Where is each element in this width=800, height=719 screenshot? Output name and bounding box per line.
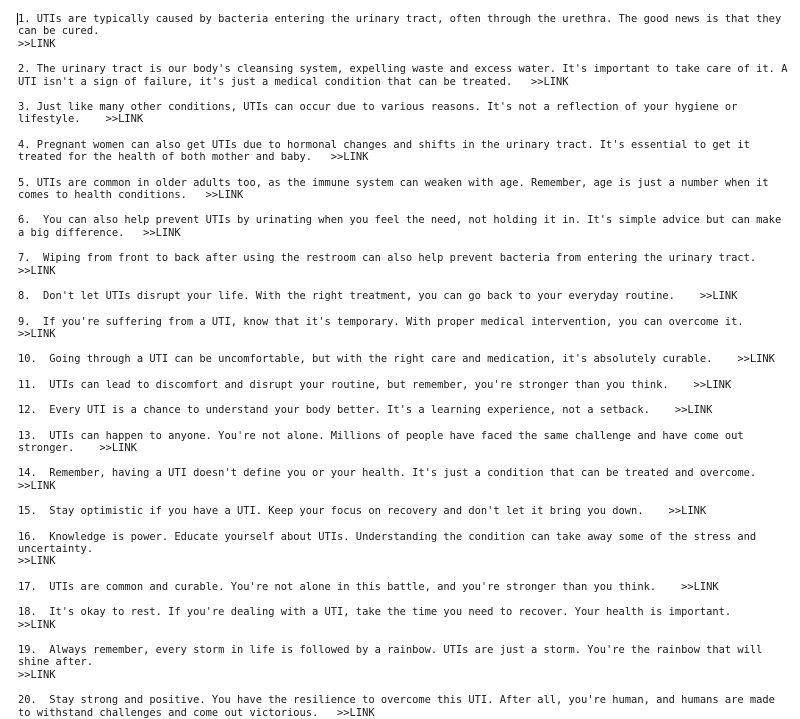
entry-text: 1. UTIs are typically caused by bacteria entering the urinary tract, often through the urethra. The good news is that they can be cured. [18, 13, 782, 38]
entry-text: 2. The urinary tract is our body's cleansing system, expelling waste and excess water. It's important to take care of it. A UTI isn't a sign of failure, it's just a medical condition that can be treated. [18, 63, 794, 88]
list-item [18, 581, 792, 593]
entry-text: 10. Going through a UTI can be uncomfortable, but with the right care and medication, it's absolutely curable. [18, 353, 738, 366]
list-item [18, 290, 792, 302]
list-item [18, 430, 792, 455]
list-item [18, 694, 792, 719]
entry-text: 12. Every UTI is a chance to understand your body better. It's a learning experience, not a setback. [18, 404, 675, 417]
list-item [18, 353, 792, 365]
entry-link[interactable]: >>LINK [99, 441, 137, 454]
entry-text: 15. Stay optimistic if you have a UTI. Keep your focus on recovery and don't let it bring you down. [18, 505, 669, 518]
entry-link[interactable]: >>LINK [737, 353, 775, 366]
entries-list [18, 13, 792, 719]
entry-text: 13. UTIs can happen to anyone. You're not alone. Millions of people have faced the same challenge and have come out stronger. [18, 429, 750, 454]
entry-text: 18. It's okay to rest. If you're dealing with a UTI, take the time you need to recover. Your health is important. [18, 606, 757, 619]
entry-link[interactable]: >>LINK [205, 189, 244, 202]
entry-link[interactable]: >>LINK [699, 290, 738, 303]
list-item [18, 13, 792, 50]
entry-text: 19. Always remember, every storm in life is followed by a rainbow. UTIs are just a storm. You're the rainbow that will shine after. [18, 644, 763, 669]
list-item [18, 139, 792, 164]
entry-text: 17. UTIs are common and curable. You're not alone in this battle, and you're stronger than you think. [18, 580, 682, 593]
entry-link[interactable]: >>LINK [337, 706, 375, 719]
entry-link[interactable]: >>LINK [18, 264, 56, 277]
list-item [18, 644, 792, 681]
list-item [18, 606, 792, 631]
entry-link[interactable]: >>LINK [693, 378, 732, 391]
entry-link[interactable]: >>LINK [18, 555, 56, 568]
entry-link[interactable]: >>LINK [18, 668, 56, 681]
entry-text: 3. Just like many other conditions, UTIs can occur due to various reasons. It's not a reflection of your hygiene or lifestyle. [18, 101, 744, 126]
text-cursor [17, 13, 18, 25]
entry-text: 14. Remember, having a UTI doesn't define you or your health. It's just a condition that can be treated and overcome. [18, 467, 782, 480]
list-item [18, 63, 792, 88]
list-item [18, 467, 792, 492]
entry-text: 6. You can also help prevent UTIs by urinating when you feel the need, not holding it in. It's simple advice but can make a big difference. [18, 214, 788, 239]
list-item [18, 214, 792, 239]
list-item [18, 531, 792, 568]
entry-link[interactable]: >>LINK [530, 75, 569, 88]
entry-link[interactable]: >>LINK [18, 479, 56, 492]
list-item [18, 379, 792, 391]
list-item [18, 505, 792, 517]
list-item [18, 404, 792, 416]
entry-link[interactable]: >>LINK [18, 618, 56, 631]
list-item [18, 252, 792, 277]
entry-link[interactable]: >>LINK [18, 37, 56, 50]
entry-link[interactable]: >>LINK [330, 151, 369, 164]
entry-text: 7. Wiping from front to back after using the restroom can also help prevent bacteria from entering the urinary tract. [18, 252, 782, 265]
entry-text: 5. UTIs are common in older adults too, as the immune system can weaken with age. Remember, age is just a number when it comes to health conditions. [18, 176, 775, 202]
entry-link[interactable]: >>LINK [143, 226, 181, 239]
entry-text: 20. Stay strong and positive. You have the resilience to overcome this UTI. After all, you're human, and humans are made to withstand challenges and come out victorious. [18, 694, 782, 719]
entry-link[interactable]: >>LINK [681, 580, 719, 593]
entry-text: 16. Knowledge is power. Educate yourself about UTIs. Understanding the condition can take away some of the stress and uncertainty. [18, 530, 757, 555]
entry-link[interactable]: >>LINK [105, 113, 144, 126]
entry-text: 8. Don't let UTIs disrupt your life. With the right treatment, you can go back to your everyday routine. [18, 290, 700, 303]
list-item [18, 101, 792, 126]
entry-link[interactable]: >>LINK [674, 404, 713, 417]
list-item [18, 177, 792, 202]
entry-link[interactable]: >>LINK [668, 505, 707, 518]
entry-text: 9. If you're suffering from a UTI, know that it's temporary. With proper medical intervention, you can overcome it. [18, 315, 769, 328]
entry-text: 11. UTIs can lead to discomfort and disrupt your routine, but remember, you're stronger than you think. [18, 378, 694, 391]
entry-link[interactable]: >>LINK [18, 327, 56, 340]
list-item [18, 316, 792, 341]
entry-text: 4. Pregnant women can also get UTIs due to hormonal changes and shifts in the urinary tract. It's essential to get it treated for the health of both mother and baby. [18, 138, 757, 164]
